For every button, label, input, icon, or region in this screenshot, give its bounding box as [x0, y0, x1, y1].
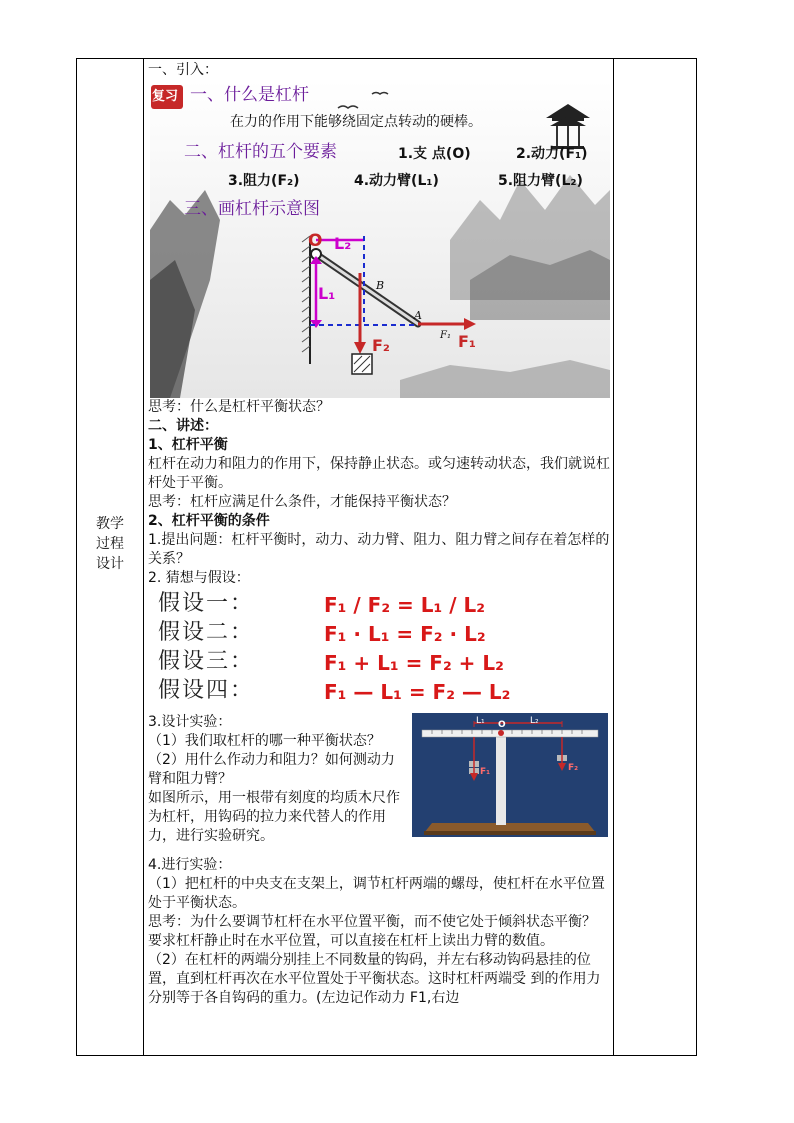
- hypothesis-formula: F₁ / F₂ = L₁ / L₂: [324, 593, 485, 617]
- hypotheses-panel: [154, 591, 590, 709]
- section-label-line: 过程: [96, 536, 124, 552]
- table-column-divider: [143, 59, 144, 1055]
- force-f2-label: F₂: [372, 336, 390, 355]
- section-label-line: 教学: [96, 516, 124, 532]
- hypothesis-label: 假设三：: [158, 649, 255, 674]
- point-a-label: A: [414, 309, 422, 322]
- exp-fulcrum-label: O: [498, 720, 506, 730]
- hypothesis-row: [154, 620, 590, 651]
- element-resistance-arm: 5.阻力臂(L₂): [498, 173, 583, 189]
- element-effort: 2.动力(F₁): [516, 146, 588, 162]
- balance-definition: 杠杆在动力和阻力的作用下，保持静止状态。或匀速转动状态，我们就说杠杆处于平衡。: [148, 456, 610, 491]
- review-heading-2: 二、杠杆的五个要素: [184, 142, 337, 162]
- hypothesis-step: 2. 猜想与假设：: [148, 570, 250, 586]
- hypothesis-row: [154, 678, 590, 709]
- section-label: [77, 514, 143, 574]
- answer-horizontal: 要求杠杆静止时在水平位置，可以直接在杠杆上读出力臂的数值。: [148, 933, 554, 949]
- arm-l1-label: L₁: [318, 284, 336, 303]
- exp-l2-label: L₂: [530, 716, 539, 726]
- design-section: [148, 713, 614, 856]
- design-description: 如图所示，用一根带有刻度的均质木尺作为杠杆，用钩码的拉力来代替人的作用力，进行实验研究。: [148, 790, 400, 844]
- design-question-1: （1）我们取杠杆的哪一种平衡状态？: [148, 733, 381, 749]
- review-stamp-text: 复习: [152, 89, 179, 104]
- force-f1-small-label: F₁: [440, 330, 451, 341]
- exp-f2-label: F₂: [568, 763, 579, 773]
- lesson-table: [76, 58, 697, 1056]
- fulcrum-label: O: [308, 231, 323, 251]
- subheading-conditions: 2、杠杆平衡的条件: [148, 513, 270, 529]
- element-effort-arm: 4.动力臂(L₁): [354, 173, 439, 189]
- experiment-step-1: （1）把杠杆的中央支在支架上，调节杠杆两端的螺母，使杠杆在水平位置处于平衡状态。: [148, 876, 605, 911]
- design-question-2: （2）用什么作动力和阻力？如何测动力臂和阻力臂？: [148, 752, 395, 787]
- do-experiment-heading: 4.进行实验：: [148, 857, 232, 873]
- think-balance-state: 思考：什么是杠杆平衡状态？: [148, 399, 330, 415]
- subheading-balance: 1、杠杆平衡: [148, 437, 228, 453]
- review-banner: [150, 80, 610, 398]
- point-b-label: B: [376, 279, 385, 292]
- process-content: [148, 61, 614, 1008]
- question-step: 1.提出问题：杠杆平衡时，动力、动力臂、阻力、阻力臂之间存在着怎样的关系？: [148, 532, 610, 567]
- think-horizontal: 思考：为什么要调节杠杆在水平位置平衡，而不使它处于倾斜状态平衡？: [148, 914, 596, 930]
- hypothesis-formula: F₁ + L₁ = F₂ + L₂: [324, 651, 504, 675]
- review-heading-3: 三、画杠杆示意图: [184, 199, 320, 219]
- intro-heading: 一、引入：: [148, 62, 218, 78]
- element-resistance: 3.阻力(F₂): [228, 173, 300, 189]
- exp-l1-label: L₁: [476, 716, 485, 726]
- hypothesis-formula: F₁ · L₁ = F₂ · L₂: [324, 622, 486, 646]
- hypothesis-label: 假设四：: [158, 678, 255, 703]
- arm-l2-label: L₂: [334, 234, 352, 253]
- lecture-heading: 二、讲述：: [148, 418, 218, 434]
- experiment-step-2: （2）在杠杆的两端分别挂上不同数量的钩码，并左右移动钩码悬挂的位置，直到杠杆再次在水平位置处于平衡状态。这时杠杆两端受 到的作用力分别等于各自钩码的重力。(左边记作动力 F1,右边: [148, 952, 601, 1006]
- section-label-line: 设计: [96, 556, 124, 572]
- hypothesis-row: [154, 591, 590, 622]
- force-f1-label: F₁: [458, 332, 476, 351]
- lever-definition: 在力的作用下能够绕固定点转动的硬棒。: [230, 114, 482, 130]
- hypothesis-label: 假设二：: [158, 620, 255, 645]
- experiment-photo: [412, 713, 608, 837]
- hypothesis-label: 假设一：: [158, 591, 255, 616]
- exp-f1-label: F₁: [480, 767, 491, 777]
- review-heading-1: 一、什么是杠杆: [190, 85, 309, 105]
- hypothesis-formula: F₁ — L₁ = F₂ — L₂: [324, 680, 511, 704]
- design-heading: 3.设计实验：: [148, 714, 232, 730]
- think-conditions: 思考：杠杆应满足什么条件，才能保持平衡状态？: [148, 494, 456, 510]
- element-fulcrum: 1.支 点(O): [398, 146, 471, 162]
- hypothesis-row: [154, 649, 590, 680]
